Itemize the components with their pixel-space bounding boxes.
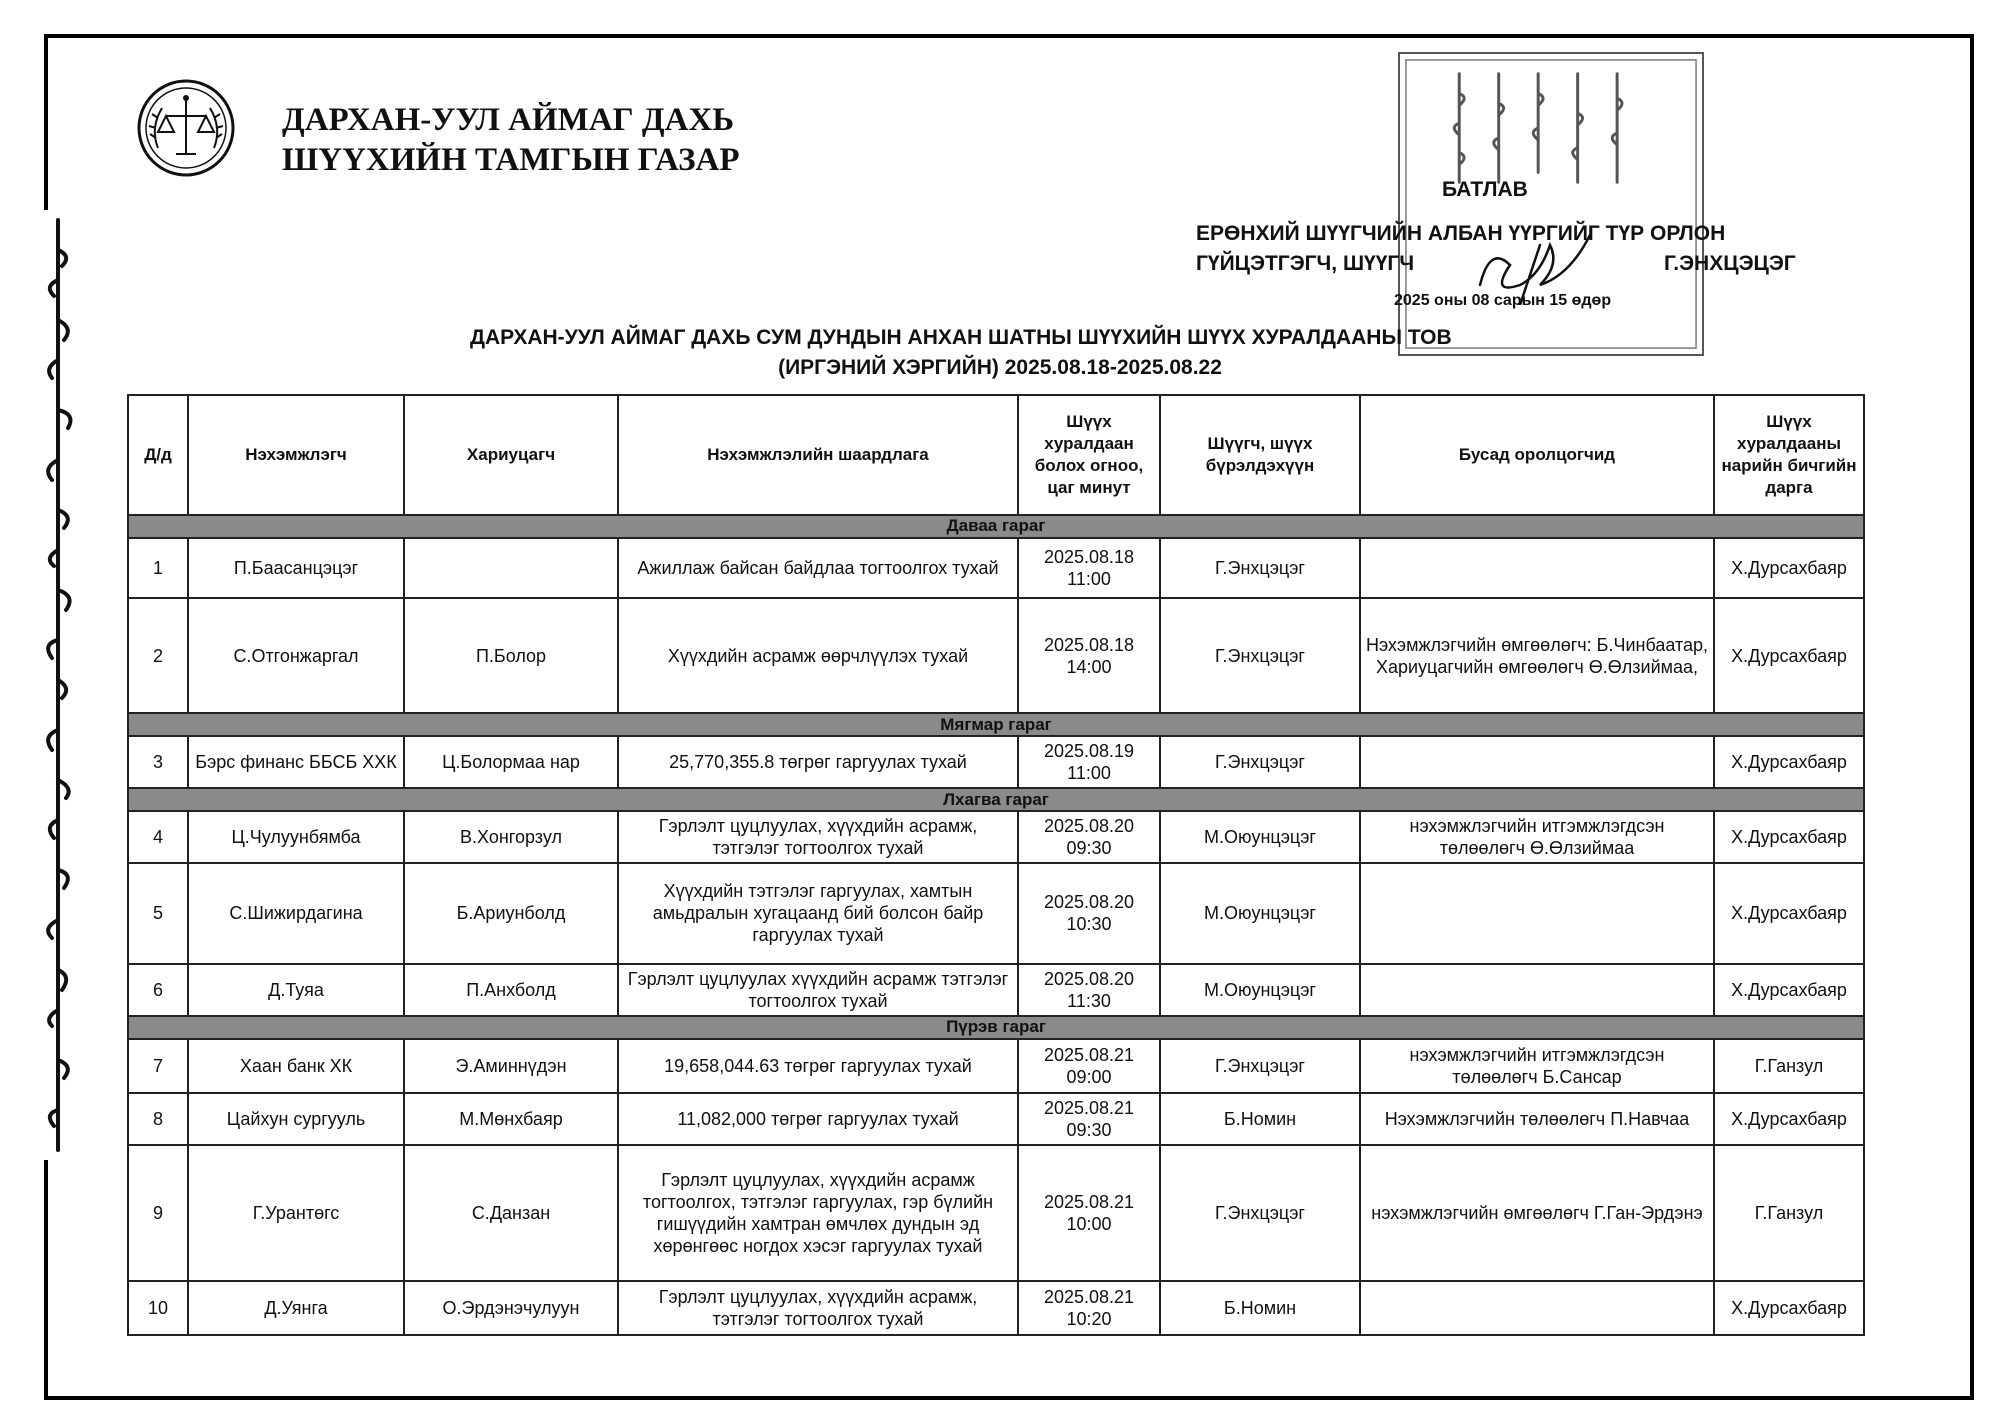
cell-others bbox=[1360, 863, 1714, 963]
cell-claim: Гэрлэлт цуцлуулах хүүхдийн асрамж тэтгэлэг тогтоолгох тухай bbox=[618, 964, 1018, 1016]
cell-no: 9 bbox=[128, 1145, 188, 1281]
cell-plaintiff: Д.Туяа bbox=[188, 964, 404, 1016]
cell-claim: 19,658,044.63 төгрөг гаргуулах тухай bbox=[618, 1039, 1018, 1093]
cell-defendant bbox=[404, 538, 618, 599]
cell-claim: Гэрлэлт цуцлуулах, хүүхдийн асрамж тогтоолгох, тэтгэлэг гаргуулах, гэр бүлийн гишүүдийн хамтран өмчлөх дундын эд хөрөнгөөс ногдох хэсэг гаргуулах тухай bbox=[618, 1145, 1018, 1281]
cell-claim: 25,770,355.8 төгрөг гаргуулах тухай bbox=[618, 736, 1018, 788]
cell-plaintiff: Ц.Чулуунбямба bbox=[188, 811, 404, 863]
cell-time: 11:00 bbox=[1067, 569, 1111, 590]
cell-time: 10:20 bbox=[1066, 1308, 1112, 1329]
day-separator-row bbox=[128, 713, 1864, 736]
cell-secretary: Х.Дурсахбаяр bbox=[1714, 736, 1864, 788]
cell-defendant: О.Эрдэнэчулуун bbox=[404, 1281, 618, 1335]
cell-others bbox=[1360, 736, 1714, 788]
cell-plaintiff: Бэрс финанс ББСБ ХХК bbox=[188, 736, 404, 788]
cell-no: 6 bbox=[128, 964, 188, 1016]
col-header-judge: Шүүгч, шүүх бүрэлдэхүүн bbox=[1160, 395, 1360, 515]
cell-date: 2025.08.21 bbox=[1043, 1097, 1135, 1118]
cell-date: 2025.08.21 bbox=[1043, 1191, 1135, 1212]
approval-label: БАТЛАВ bbox=[1442, 178, 1528, 201]
cell-time: 11:30 bbox=[1067, 990, 1111, 1011]
cell-judge: М.Оюунцэцэг bbox=[1160, 964, 1360, 1016]
cell-secretary: Х.Дурсахбаяр bbox=[1714, 863, 1864, 963]
cell-claim: 11,082,000 төгрөг гаргуулах тухай bbox=[618, 1093, 1018, 1145]
cell-claim: Хүүхдийн тэтгэлэг гаргуулах, хамтын амьдралын хугацаанд бий болсон байр гаргуулах тухай bbox=[618, 863, 1018, 963]
approver-title-line2: ГҮЙЦЭТГЭГЧ, ШҮҮГЧ bbox=[1196, 252, 1415, 275]
cell-others bbox=[1360, 538, 1714, 599]
cell-date: 2025.08.20 bbox=[1043, 816, 1135, 837]
cell-others: Нэхэмжлэгчийн өмгөөлөгч: Б.Чинбаатар, Хариуцагчийн өмгөөлөгч Ө.Өлзиймаа, bbox=[1360, 598, 1714, 713]
cell-time: 10:30 bbox=[1066, 914, 1112, 935]
cell-claim: Ажиллаж байсан байдлаа тогтоолгох тухай bbox=[618, 538, 1018, 599]
cell-date: 2025.08.19 bbox=[1043, 741, 1135, 762]
org-name-line2: ШҮҮХИЙН ТАМГЫН ГАЗАР bbox=[282, 142, 740, 178]
table-row bbox=[128, 1145, 1864, 1281]
table-row bbox=[128, 736, 1864, 788]
cell-defendant: В.Хонгорзул bbox=[404, 811, 618, 863]
approver-title-line1: ЕРӨНХИЙ ШҮҮГЧИЙН АЛБАН ҮҮРГИЙГ ТҮР ОРЛОН bbox=[1196, 222, 1726, 245]
cell-judge: Б.Номин bbox=[1160, 1281, 1360, 1335]
cell-no: 7 bbox=[128, 1039, 188, 1093]
cell-defendant: Э.Аминнүдэн bbox=[404, 1039, 618, 1093]
cell-others: нэхэмжлэгчийн итгэмжлэгдсэн төлөөлөгч Б.Сансар bbox=[1360, 1039, 1714, 1093]
approval-date: 2025 оны 08 сарын 15 өдөр bbox=[1394, 292, 1612, 309]
document-title-line2: (ИРГЭНИЙ ХЭРГИЙН) 2025.08.18-2025.08.22 bbox=[778, 356, 1222, 379]
day-label: Даваа гараг bbox=[128, 515, 1864, 538]
day-separator-row bbox=[128, 515, 1864, 538]
cell-no: 3 bbox=[128, 736, 188, 788]
cell-judge: Г.Энхцэцэг bbox=[1160, 1145, 1360, 1281]
cell-others: нэхэмжлэгчийн итгэмжлэгдсэн төлөөлөгч Ө.Өлзиймаа bbox=[1360, 811, 1714, 863]
col-header-secretary: Шүүх хуралдааны нарийн бичгийн дарга bbox=[1714, 395, 1864, 515]
table-row bbox=[128, 598, 1864, 713]
approval-stamp bbox=[1398, 52, 1704, 356]
cell-secretary: Г.Ганзул bbox=[1714, 1145, 1864, 1281]
cell-datetime bbox=[1018, 598, 1160, 713]
table-row bbox=[128, 1093, 1864, 1145]
document-title-line1: ДАРХАН-УУЛ АЙМАГ ДАХЬ СУМ ДУНДЫН АНХАН ШАТНЫ ШҮҮХИЙН ШҮҮХ ХУРАЛДААНЫ ТОВ bbox=[470, 326, 1452, 349]
col-header-defendant: Хариуцагч bbox=[404, 395, 618, 515]
table-header-row bbox=[128, 395, 1864, 515]
table-row bbox=[128, 538, 1864, 599]
cell-judge: Г.Энхцэцэг bbox=[1160, 538, 1360, 599]
cell-datetime bbox=[1018, 1145, 1160, 1281]
cell-datetime bbox=[1018, 1093, 1160, 1145]
org-name-line1: ДАРХАН-УУЛ АЙМАГ ДАХЬ bbox=[282, 102, 735, 138]
cell-time: 09:00 bbox=[1066, 1066, 1112, 1087]
cell-date: 2025.08.18 bbox=[1043, 547, 1135, 568]
cell-secretary: Х.Дурсахбаяр bbox=[1714, 1093, 1864, 1145]
cell-plaintiff: Д.Уянга bbox=[188, 1281, 404, 1335]
cell-secretary: Х.Дурсахбаяр bbox=[1714, 811, 1864, 863]
cell-no: 2 bbox=[128, 598, 188, 713]
cell-defendant: Ц.Болормаа нар bbox=[404, 736, 618, 788]
day-label: Лхагва гараг bbox=[128, 788, 1864, 811]
cell-secretary: Х.Дурсахбаяр bbox=[1714, 538, 1864, 599]
cell-judge: Г.Энхцэцэг bbox=[1160, 736, 1360, 788]
org-name bbox=[282, 100, 739, 180]
cell-plaintiff: С.Шижирдагина bbox=[188, 863, 404, 963]
day-label: Мягмар гараг bbox=[128, 713, 1864, 736]
cell-date: 2025.08.21 bbox=[1043, 1044, 1135, 1065]
day-label: Пүрэв гараг bbox=[128, 1016, 1864, 1039]
col-header-datetime: Шүүх хуралдаан болох огноо, цаг минут bbox=[1018, 395, 1160, 515]
cell-judge: Б.Номин bbox=[1160, 1093, 1360, 1145]
cell-plaintiff: С.Отгонжаргал bbox=[188, 598, 404, 713]
cell-judge: Г.Энхцэцэг bbox=[1160, 598, 1360, 713]
cell-datetime bbox=[1018, 964, 1160, 1016]
court-emblem-logo bbox=[136, 78, 236, 178]
cell-secretary: Х.Дурсахбаяр bbox=[1714, 1281, 1864, 1335]
cell-others bbox=[1360, 964, 1714, 1016]
cell-date: 2025.08.20 bbox=[1043, 892, 1135, 913]
col-header-plaintiff: Нэхэмжлэгч bbox=[188, 395, 404, 515]
approver-name: Г.ЭНХЦЭЦЭГ bbox=[1664, 252, 1796, 275]
handwritten-signature bbox=[1470, 225, 1610, 305]
cell-datetime bbox=[1018, 1281, 1160, 1335]
cell-time: 14:00 bbox=[1066, 656, 1112, 677]
cell-time: 09:30 bbox=[1066, 1119, 1112, 1140]
cell-no: 5 bbox=[128, 863, 188, 963]
cell-judge: Г.Энхцэцэг bbox=[1160, 1039, 1360, 1093]
cell-time: 09:30 bbox=[1066, 838, 1112, 859]
cell-secretary: Х.Дурсахбаяр bbox=[1714, 598, 1864, 713]
cell-defendant: С.Данзан bbox=[404, 1145, 618, 1281]
cell-secretary: Г.Ганзул bbox=[1714, 1039, 1864, 1093]
cell-claim: Гэрлэлт цуцлуулах, хүүхдийн асрамж, тэтгэлэг тогтоолгох тухай bbox=[618, 811, 1018, 863]
cell-claim: Хүүхдийн асрамж өөрчлүүлэх тухай bbox=[618, 598, 1018, 713]
cell-others bbox=[1360, 1281, 1714, 1335]
cell-no: 10 bbox=[128, 1281, 188, 1335]
col-header-others: Бусад оролцогчид bbox=[1360, 395, 1714, 515]
day-separator-row bbox=[128, 1016, 1864, 1039]
cell-claim: Гэрлэлт цуцлуулах, хүүхдийн асрамж, тэтгэлэг тогтоолгох тухай bbox=[618, 1281, 1018, 1335]
table-row bbox=[128, 811, 1864, 863]
cell-no: 1 bbox=[128, 538, 188, 599]
cell-datetime bbox=[1018, 811, 1160, 863]
col-header-claim: Нэхэмжлэлийн шаардлага bbox=[618, 395, 1018, 515]
cell-datetime bbox=[1018, 863, 1160, 963]
cell-secretary: Х.Дурсахбаяр bbox=[1714, 964, 1864, 1016]
cell-datetime bbox=[1018, 736, 1160, 788]
cell-plaintiff: Хаан банк ХК bbox=[188, 1039, 404, 1093]
mongolian-script-strip bbox=[28, 210, 88, 1160]
table-row bbox=[128, 863, 1864, 963]
cell-defendant: Б.Ариунболд bbox=[404, 863, 618, 963]
cell-defendant: П.Болор bbox=[404, 598, 618, 713]
cell-plaintiff: Г.Урантөгс bbox=[188, 1145, 404, 1281]
cell-date: 2025.08.20 bbox=[1043, 968, 1135, 989]
table-row bbox=[128, 1281, 1864, 1335]
cell-time: 11:00 bbox=[1067, 763, 1111, 784]
cell-plaintiff: Цайхун сургууль bbox=[188, 1093, 404, 1145]
cell-defendant: М.Мөнхбаяр bbox=[404, 1093, 618, 1145]
table-row bbox=[128, 1039, 1864, 1093]
cell-no: 4 bbox=[128, 811, 188, 863]
cell-defendant: П.Анхболд bbox=[404, 964, 618, 1016]
cell-date: 2025.08.18 bbox=[1043, 634, 1135, 655]
cell-datetime bbox=[1018, 538, 1160, 599]
cell-date: 2025.08.21 bbox=[1043, 1286, 1135, 1307]
day-separator-row bbox=[128, 788, 1864, 811]
cell-no: 8 bbox=[128, 1093, 188, 1145]
cell-judge: М.Оюунцэцэг bbox=[1160, 863, 1360, 963]
cell-datetime bbox=[1018, 1039, 1160, 1093]
cell-time: 10:00 bbox=[1066, 1213, 1112, 1234]
cell-others: нэхэмжлэгчийн өмгөөлөгч Г.Ган-Эрдэнэ bbox=[1360, 1145, 1714, 1281]
cell-plaintiff: П.Баасанцэцэг bbox=[188, 538, 404, 599]
cell-others: Нэхэмжлэгчийн төлөөлөгч П.Навчаа bbox=[1360, 1093, 1714, 1145]
col-header-no: Д/д bbox=[128, 395, 188, 515]
cell-judge: М.Оюунцэцэг bbox=[1160, 811, 1360, 863]
table-row bbox=[128, 964, 1864, 1016]
hearing-schedule-table bbox=[127, 394, 1865, 1336]
